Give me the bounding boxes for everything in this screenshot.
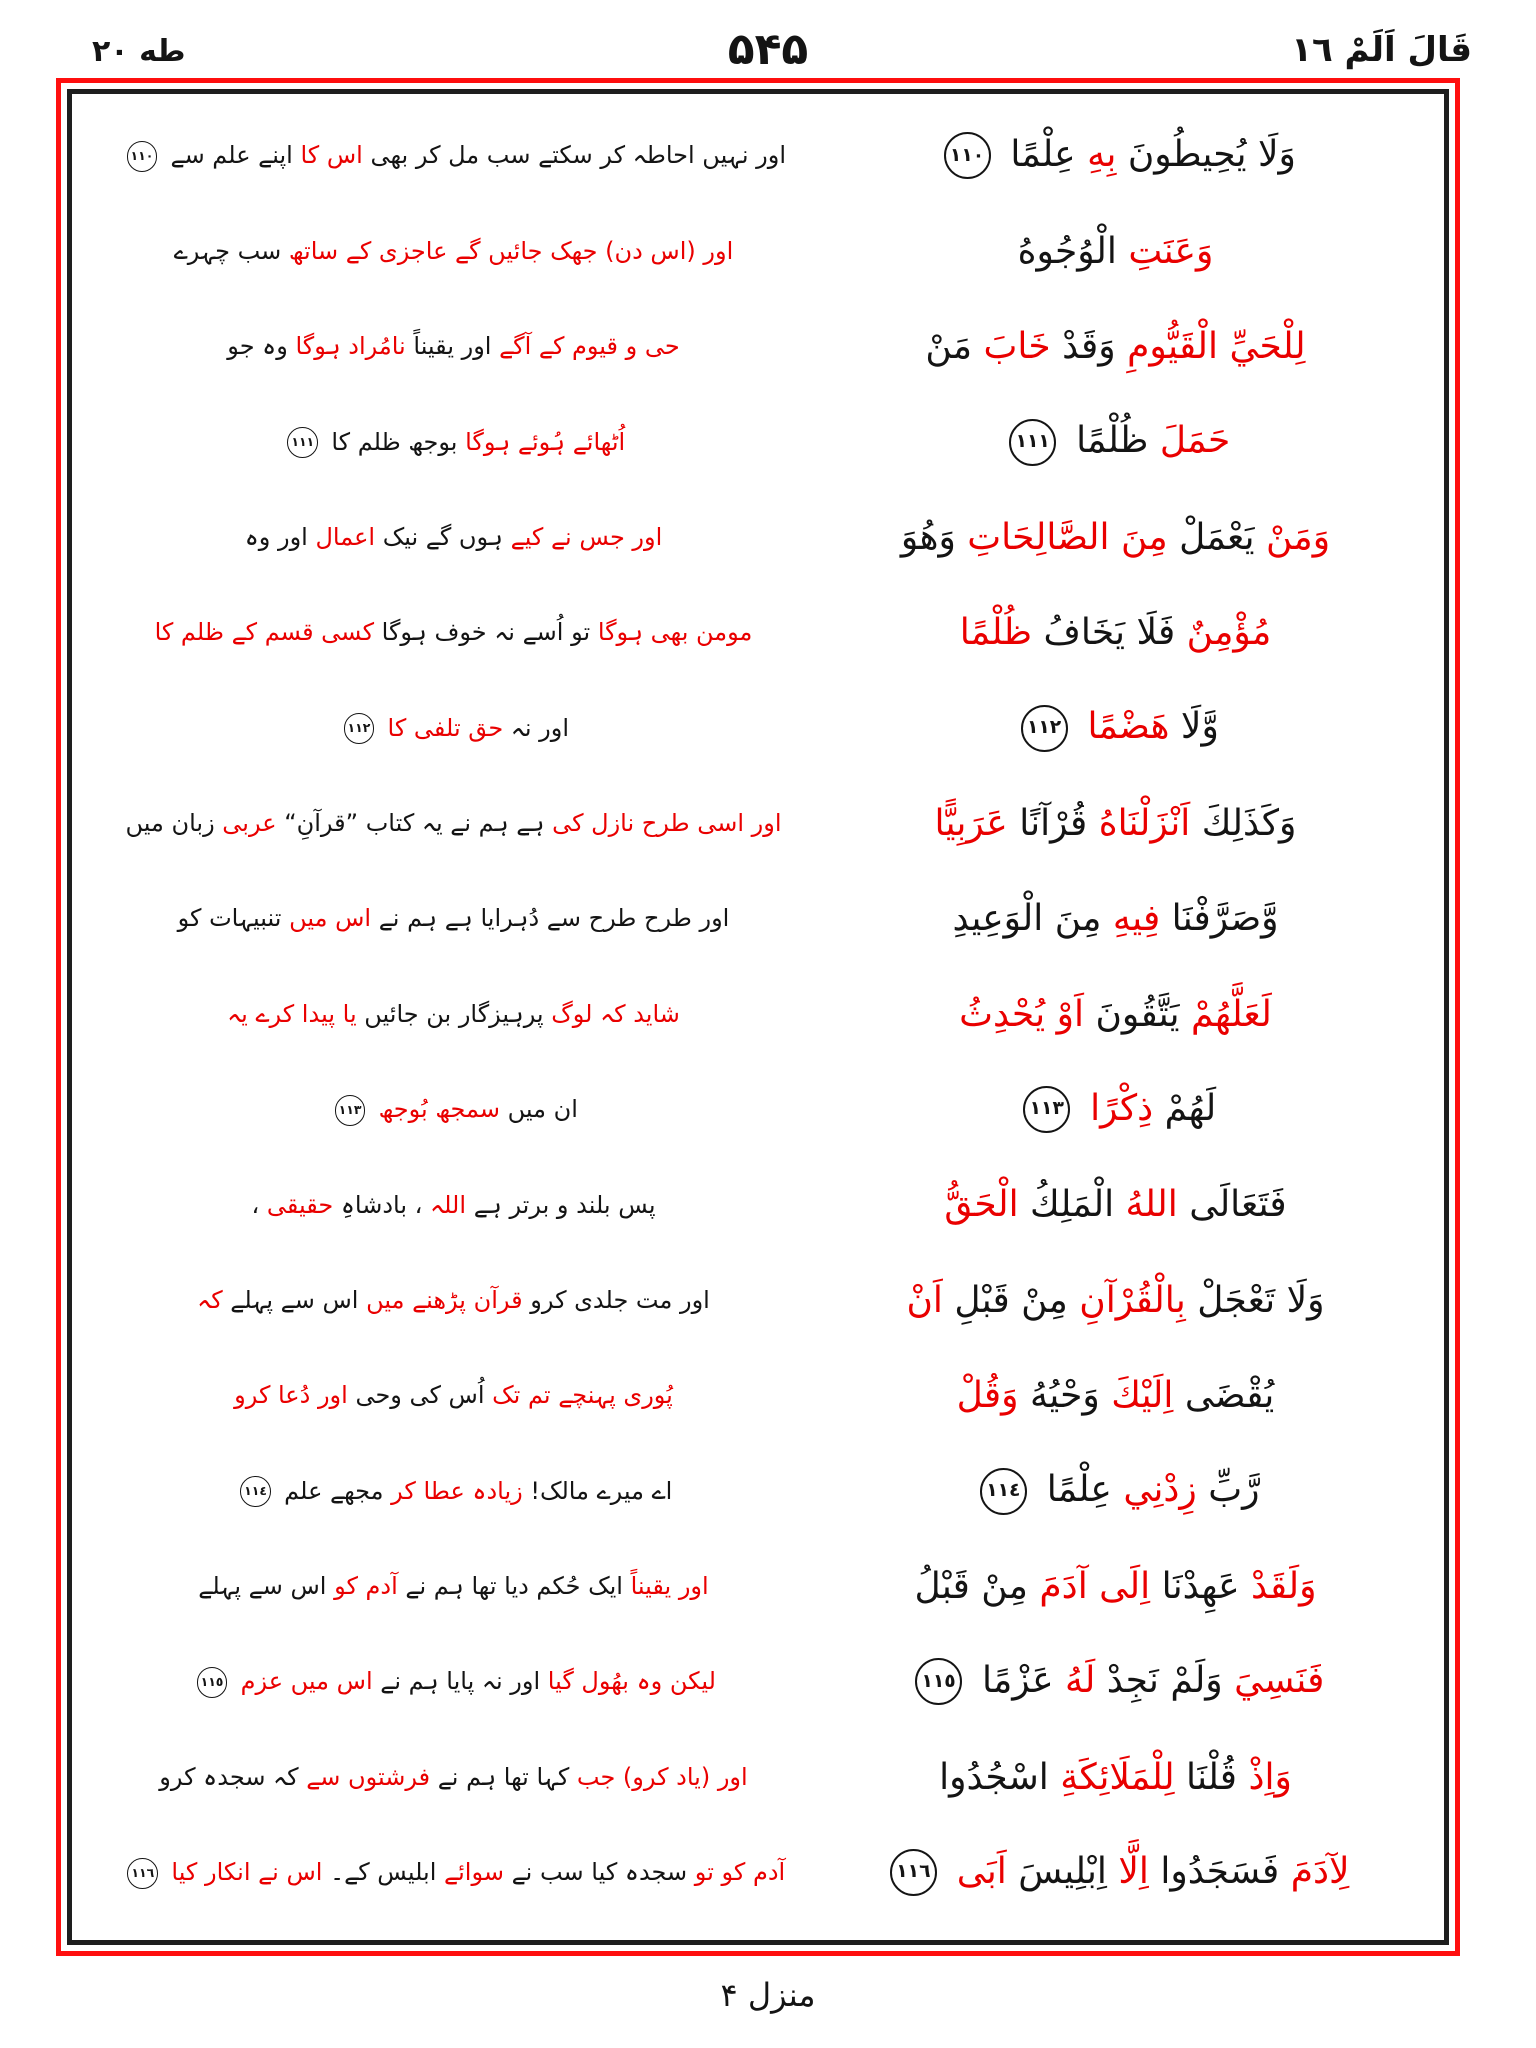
ayah-row [96,1157,1420,1252]
arabic-line [811,515,1420,560]
ayah-row [96,871,1420,966]
urdu-translation-line [96,712,811,744]
word: وَّصَرَّفْنَا [1171,898,1279,940]
urdu-translation-line [96,1570,811,1602]
highlighted-word: پُوری پہنچے تم تک [492,1381,673,1410]
ayah-row [96,1825,1420,1920]
word: وَّلَا [1180,706,1219,748]
highlighted-word: قرآن پڑھنے میں [366,1285,523,1314]
highlighted-word: بِهِ [1087,133,1117,175]
word: قُلْنَا [1186,1756,1238,1798]
page-border-frame [56,78,1460,1956]
word: وَكَذَلِكَ [1201,802,1297,844]
highlighted-word: عربی [222,809,277,838]
word: اور نہ [510,713,570,742]
highlighted-word: اُٹھائے ہُوئے ہوگا [465,427,626,456]
word: ، بادشاہِ [340,1190,423,1219]
highlighted-word: اللہ [430,1190,467,1219]
verse-number-badge: ١١٦ [127,1858,158,1889]
highlighted-word: ذِكْرًا [1090,1087,1154,1129]
word: پس بلند و برتر ہے [473,1190,656,1219]
arabic-line [811,1755,1420,1800]
highlighted-word: مِنَ الصَّالِحَاتِ [967,516,1168,558]
highlighted-word: حی و قیوم کے آگے [499,332,680,361]
word: عِلْمًا [1046,1469,1112,1511]
arabic-line [811,229,1420,274]
word: وَلَا تَعْجَلْ [1197,1279,1325,1321]
word: قُرْآنًا [1019,802,1088,844]
highlighted-word: اور یقیناً [630,1572,709,1601]
urdu-translation-line [96,902,811,934]
highlighted-word: ظُلْمًا [959,612,1033,654]
word: مجھے علم [284,1476,384,1505]
word: مِنْ قَبْلُ [914,1565,1028,1607]
ayah-row [96,1539,1420,1634]
verse-number-badge: ١١٥ [915,1658,962,1705]
word: تو اُسے نہ خوف ہوگا [381,618,591,647]
word: اس سے پہلے [198,1572,327,1601]
verse-number-badge: ١١٢ [344,713,375,744]
highlighted-word: اور (اس دن) جھک جائیں گے عاجزی کے ساتھ [288,236,734,265]
highlighted-word: بِالْقُرْآنِ [1079,1279,1186,1321]
highlighted-word: حَمَلَ [1159,420,1231,462]
ayah-row [96,776,1420,871]
highlighted-word: اور جس نے کیے [510,522,663,551]
highlighted-word: اِلَيْكَ [1111,1375,1174,1417]
arabic-line [811,896,1420,941]
highlighted-word: اس نے انکار کیا [171,1858,323,1887]
highlighted-word: مُؤْمِنٌ [1186,612,1272,654]
word: وَقَدْ [1062,325,1116,367]
word: کہ سجدہ کرو [159,1762,299,1791]
verse-number-badge: ١١٣ [1023,1086,1070,1133]
word: ابلیس کے۔ [330,1858,437,1887]
urdu-translation-line [96,1761,811,1793]
word: فَسَجَدُوا [1160,1850,1280,1892]
urdu-translation-line [96,426,811,458]
word: اسْجُدُوا [939,1756,1049,1798]
word: اِبْلِيسَ [1018,1850,1107,1892]
word: عَزْمًا [981,1659,1054,1701]
word: سجدہ کیا سب نے [511,1858,688,1887]
highlighted-word: زِدْنِي [1123,1469,1197,1511]
ayah-row [96,108,1420,203]
word: ہوں گے نیک [382,522,503,551]
highlighted-word: اور (یاد کرو) جب [576,1762,748,1791]
word: مِنَ الْوَعِيدِ [952,898,1102,940]
highlighted-word: اَنْ [906,1279,943,1321]
highlighted-word: اَنْزَلْنَاهُ [1098,802,1191,844]
arabic-line [811,610,1420,655]
word: يَتَّقُونَ [1095,993,1180,1035]
highlighted-word: اور دُعا کرو [234,1381,348,1410]
verse-number-badge: ١١٠ [127,141,158,172]
highlighted-word: آدم کو [334,1572,398,1601]
highlighted-word: الْحَقُّ [944,1184,1019,1226]
manzil-label: منزل ۴ [720,1976,816,2014]
verse-number-badge: ١١١ [1009,419,1056,466]
word: اور نہیں احاطہ کر سکتے سب مل کر بھی [370,141,787,170]
word: بوجھ ظلم کا [331,427,458,456]
highlighted-word: وَقُلْ [956,1375,1019,1417]
word: ہے ہم نے یہ کتاب ”قرآنِ“ [284,809,545,838]
word: سب چہرے [173,236,282,265]
urdu-translation-line [96,139,811,171]
word: لَهُمْ [1164,1087,1217,1129]
highlighted-word: لِآدَمَ [1290,1850,1350,1892]
word: مَنْ [925,325,973,367]
highlighted-word: اس میں عزم [240,1667,373,1696]
urdu-translation-line [96,1856,811,1888]
highlighted-word: وَلَقَدْ [1251,1565,1317,1607]
highlighted-word: حقیقی [266,1190,334,1219]
highlighted-word: هَضْمًا [1087,706,1170,748]
word: اُس کی وحی [355,1381,485,1410]
surah-name: طه ۲۰ [92,34,186,69]
page-border-inner-line [67,89,1449,1945]
highlighted-word: کسی قسم کے ظلم کا [154,618,375,647]
highlighted-word: اِلَى آدَمَ [1039,1565,1151,1607]
highlighted-word: فَنَسِيَ [1234,1659,1325,1701]
urdu-translation-line [96,1475,811,1507]
urdu-translation-line [96,1379,811,1411]
word: وَهُوَ [900,516,956,558]
ayah-row [96,966,1420,1061]
arabic-line [811,1658,1420,1706]
word: الْمَلِكُ [1030,1184,1115,1226]
highlighted-word: اَوْ يُحْدِثُ [959,993,1084,1035]
highlighted-word: وَمَنْ [1266,516,1331,558]
highlighted-word: نامُراد ہوگا [295,332,406,361]
ayah-row [96,299,1420,394]
word: زبان میں [125,809,215,838]
word: يُقْضَى [1184,1375,1275,1417]
word: ظُلْمًا [1076,420,1149,462]
highlighted-word: اللهُ [1125,1184,1178,1226]
word: يَعْمَلْ [1179,516,1255,558]
word: فَلَا يَخَافُ [1043,612,1176,654]
word: عَهِدْنَا [1161,1565,1240,1607]
urdu-translation-line [96,1189,811,1221]
ayah-row [96,1729,1420,1824]
ayah-row [96,1443,1420,1538]
verse-rows [96,108,1420,1920]
word: ان میں [507,1095,578,1124]
highlighted-word: لَعَلَّهُمْ [1191,993,1272,1035]
word: اور مت جلدی کرو [530,1285,710,1314]
highlighted-word: سمجھ بُوجھ [378,1095,500,1124]
highlighted-word: فِيهِ [1112,898,1161,940]
arabic-line [811,1373,1420,1418]
highlighted-word: وَعَنَتِ [1128,230,1214,272]
ayah-row [96,1062,1420,1157]
word: عِلْمًا [1010,133,1076,175]
ayah-row [96,1634,1420,1729]
highlighted-word: اس میں [289,904,372,933]
highlighted-word: اس کا [300,141,363,170]
word: اور نہ پایا ہم نے [380,1667,541,1696]
verse-number-badge: ١١٥ [197,1667,228,1698]
arabic-line [811,1849,1420,1897]
highlighted-word: اور اسی طرح نازل کی [552,809,782,838]
word: مِنْ قَبْلِ [954,1279,1068,1321]
highlighted-word: آدم کو تو [694,1858,786,1887]
word: وَلَمْ نَجِدْ [1106,1659,1223,1701]
verse-number-badge: ١١٢ [1021,705,1068,752]
highlighted-word: فرشتوں سے [306,1762,431,1791]
urdu-translation-line [96,330,811,362]
ayah-row [96,203,1420,298]
word: کہا تھا ہم نے [437,1762,570,1791]
verse-number-badge: ١١٤ [240,1476,271,1507]
verse-number-badge: ١١١ [287,427,318,458]
word: اے میرے مالک! [530,1476,673,1505]
word: وَحْيُهُ [1029,1375,1100,1417]
arabic-line [811,1278,1420,1323]
verse-number-badge: ١١٦ [890,1849,937,1896]
highlighted-word: لِلْمَلَائِكَةِ [1060,1756,1175,1798]
ayah-row [96,1253,1420,1348]
highlighted-word: عَرَبِيًّا [934,802,1008,844]
verse-number-badge: ١١٠ [944,132,991,179]
highlighted-word: حق تلفی کا [387,713,504,742]
word: اور وہ [244,522,308,551]
word: پرہیزگار بن جائیں [364,999,544,1028]
arabic-line [811,1564,1420,1609]
arabic-line [811,1182,1420,1227]
highlighted-word: لِلْحَيِّ الْقَيُّومِ [1127,325,1306,367]
word: اور طرح طرح سے دُہرایا ہے ہم نے [378,904,730,933]
highlighted-word: زیادہ عطا کر [391,1476,523,1505]
arabic-line [811,801,1420,846]
word: فَتَعَالَى [1189,1184,1287,1226]
ayah-row [96,680,1420,775]
arabic-line [811,1467,1420,1515]
ayah-row [96,490,1420,585]
highlighted-word: یا پیدا کرے یہ [227,999,357,1028]
word: ، [251,1190,260,1219]
highlighted-word: کہ [197,1285,223,1314]
arabic-line [811,132,1420,180]
word: وَلَا يُحِيطُونَ [1127,133,1296,175]
highlighted-word: لَهُ [1065,1659,1096,1701]
highlighted-word: مومن بھی ہوگا [597,618,753,647]
urdu-translation-line [96,616,811,648]
word: الْوُجُوهُ [1017,230,1117,272]
word: وہ جو [227,332,288,361]
page-number: ۵۴۵ [727,24,809,75]
word: اور یقیناً [413,332,492,361]
highlighted-word: خَابَ [983,325,1051,367]
ayah-row [96,394,1420,489]
highlighted-word: اَبَى [956,1850,1007,1892]
verse-number-badge: ١١٤ [980,1468,1027,1515]
urdu-translation-line [96,1284,811,1316]
urdu-translation-line [96,1093,811,1125]
highlighted-word: شاید کہ لوگ [551,999,680,1028]
urdu-translation-line [96,1665,811,1697]
arabic-line [811,418,1420,466]
arabic-line [811,324,1420,369]
ayah-row [96,585,1420,680]
urdu-translation-line [96,998,811,1030]
arabic-line [811,992,1420,1037]
urdu-translation-line [96,807,811,839]
juz-name: قَالَ اَلَمْ ١٦ [1291,30,1472,70]
urdu-translation-line [96,235,811,267]
word: اس سے پہلے [230,1285,359,1314]
word: ایک حُکم دیا تھا ہم نے [405,1572,623,1601]
highlighted-word: سوائے [444,1858,504,1887]
highlighted-word: وَاِذْ [1248,1756,1292,1798]
highlighted-word: اعمال [315,522,376,551]
verse-number-badge: ١١٣ [335,1095,366,1126]
highlighted-word: لیکن وہ بھُول گیا [547,1667,716,1696]
ayah-row [96,1348,1420,1443]
word: اپنے علم سے [170,141,293,170]
word: تنبیہات کو [177,904,282,933]
arabic-line [811,1086,1420,1134]
arabic-line [811,704,1420,752]
word: رَّبِّ [1208,1469,1260,1511]
highlighted-word: اِلَّا [1118,1850,1149,1892]
urdu-translation-line [96,521,811,553]
